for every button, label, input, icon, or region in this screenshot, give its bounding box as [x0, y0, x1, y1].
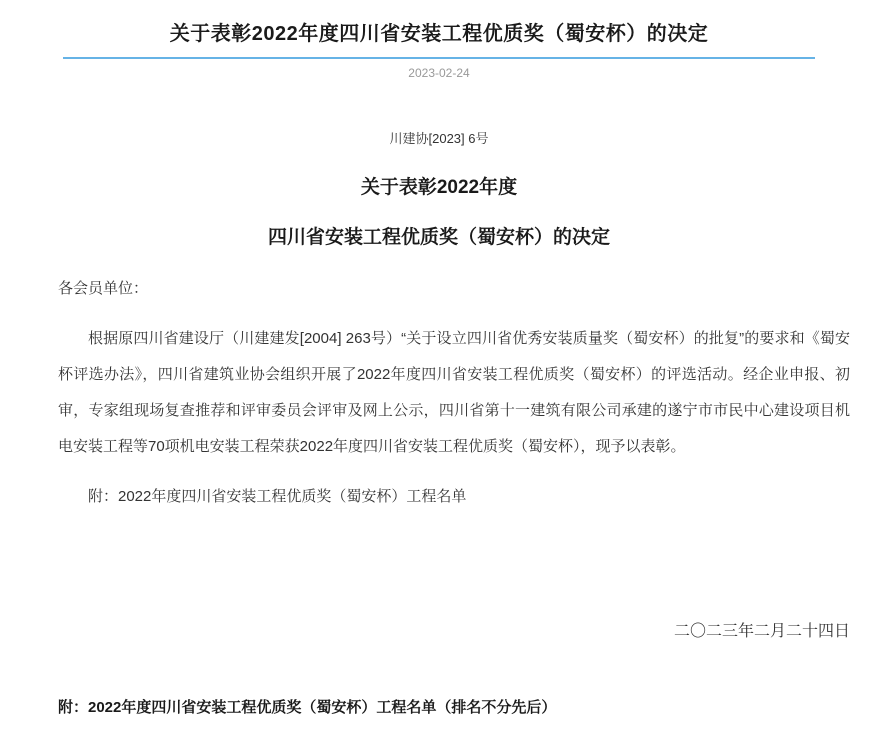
- attachment-note: 附：2022年度四川省安装工程优质奖（蜀安杯）工程名单: [88, 488, 467, 505]
- publish-date: 2023-02-24: [408, 66, 470, 80]
- doc-heading-line1: 关于表彰2022年度: [360, 177, 518, 198]
- body-paragraph: 根据原四川省建设厅（川建建发[2004] 263号）“关于设立四川省优秀安装质量奖（蜀安杯）的批复”的要求和《蜀安杯评选办法》，四川省建筑业协会组织开展了2022年度四川省安装工程优质奖（蜀安杯）的评选活动。经企业申报、初审，专家组现场复查推荐和评审委员会评审及网上公示，四川省第十一建筑有限公司承建的遂宁市市民中心建设项目机电安装工程等70项机电安装工程荣获2022年度四川省安装工程优质奖（蜀安杯），现予以表彰。: [58, 330, 850, 455]
- doc-heading-line2: 四川省安装工程优质奖（蜀安杯）的决定: [267, 227, 610, 248]
- document-number: 川建协[2023] 6号: [389, 131, 489, 146]
- document-body: [0, 271, 878, 718]
- title-divider: [63, 57, 815, 59]
- sign-date: 二〇二三年二月二十四日: [673, 623, 850, 640]
- salutation: 各会员单位：: [58, 280, 149, 297]
- appendix-title: 附：2022年度四川省安装工程优质奖（蜀安杯）工程名单（排名不分先后）: [58, 699, 557, 716]
- page-title: 关于表彰2022年度四川省安装工程优质奖（蜀安杯）的决定: [169, 23, 709, 45]
